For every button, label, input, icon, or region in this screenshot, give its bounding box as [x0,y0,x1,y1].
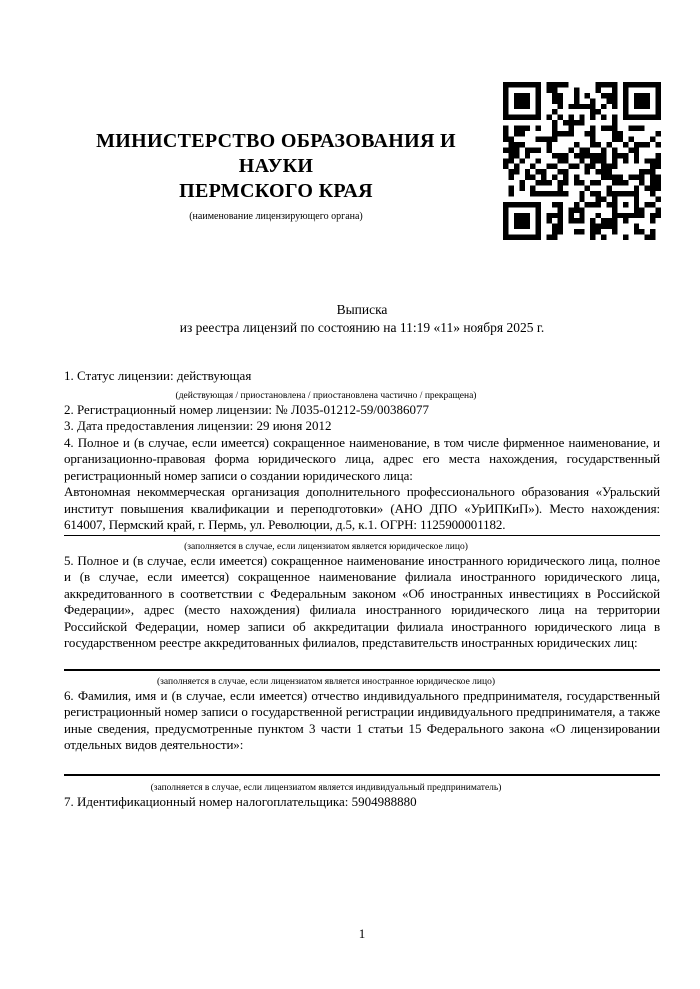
ministry-name [64,129,488,204]
licensing-authority-header [64,129,488,223]
qr-code-image [503,82,661,240]
item-5-caption: (заполняется в случае, если лицензиатом является иностранное юридическое лицо) [157,676,495,687]
item-6-caption: (заполняется в случае, если лицензиатом является индивидуальный предприниматель) [150,782,502,793]
document-title: Выписка [336,302,388,317]
item-1-caption: (действующая / приостановлена / приостановлена частично / прекращена) [175,390,477,401]
ministry-name-line1: МИНИСТЕРСТВО ОБРАЗОВАНИЯ И НАУКИ [96,130,456,177]
item-2-registration-number: 2. Регистрационный номер лицензии: № Л035-01212-59/00386077 [64,401,430,417]
document-date-line: из реестра лицензий по состоянию на 11:19 «11» ноября 2025 г. [179,320,545,335]
item-6-individual-entrepreneur-label: 6. Фамилия, имя и (в случае, если имеется) отчество индивидуального предпринимателя, государственный регистрационный номер записи о государственной регистрации индивидуального предпринимателя, а также иные сведения, предусмотренные пунктом 3 части 1 статьи 15 Федерального закона «О лицензировании отдельных видов деятельности»: [64,687,660,752]
page-number: 1 [358,926,366,941]
item-7-taxpayer-number: 7. Идентификационный номер налогоплательщика: 5904988880 [64,793,417,809]
ministry-caption: (наименование лицензирующего органа) [189,211,363,222]
ministry-name-line2: ПЕРМСКОГО КРАЯ [179,180,373,202]
item-4-caption: (заполняется в случае, если лицензиатом является юридическое лицо) [184,541,468,552]
item-5-foreign-entity-label: 5. Полное и (в случае, если имеется) сокращенное наименование иностранного юридического лица, полное и (в случае, если имеется) сокращенное наименование филиала иностранного юридического лица, аккредитованного в соответствии с Федеральным законом «Об иностранных инвестициях в Российской Федерации», адрес (место нахождения) филиала иностранного юридического лица на территории Российской Федерации, номер записи об аккредитации филиала иностранного юридического лица в государственном реестре аккредитованных филиалов, представительств иностранных юридических лиц: [64,552,660,650]
item-1-license-status: 1. Статус лицензии: действующая [64,368,252,383]
document-body [64,368,660,810]
document-title-block [64,301,660,337]
item-4-legal-entity-value: Автономная некоммерческая организация дополнительного профессионального образования «Уральский институт повышения квалификации и переподготовки» (АНО ДПО «УрИПКиП»). Место нахождения: 614007, Пермский край, г. Пермь, ул. Революции, д.5, к.1. ОГРН: 1125900001182. [64,484,660,536]
item-3-grant-date: 3. Дата предоставления лицензии: 29 июня 2012 [64,418,332,433]
item-5-fill-line [64,669,660,671]
item-6-fill-line [64,774,660,776]
item-4-legal-entity-label: 4. Полное и (в случае, если имеется) сокращенное наименование, в том числе фирменное наименование, и организационно-правовая форма юридического лица, адрес его места нахождения, государственный регистрационный номер записи о создании юридического лица: [64,434,660,483]
